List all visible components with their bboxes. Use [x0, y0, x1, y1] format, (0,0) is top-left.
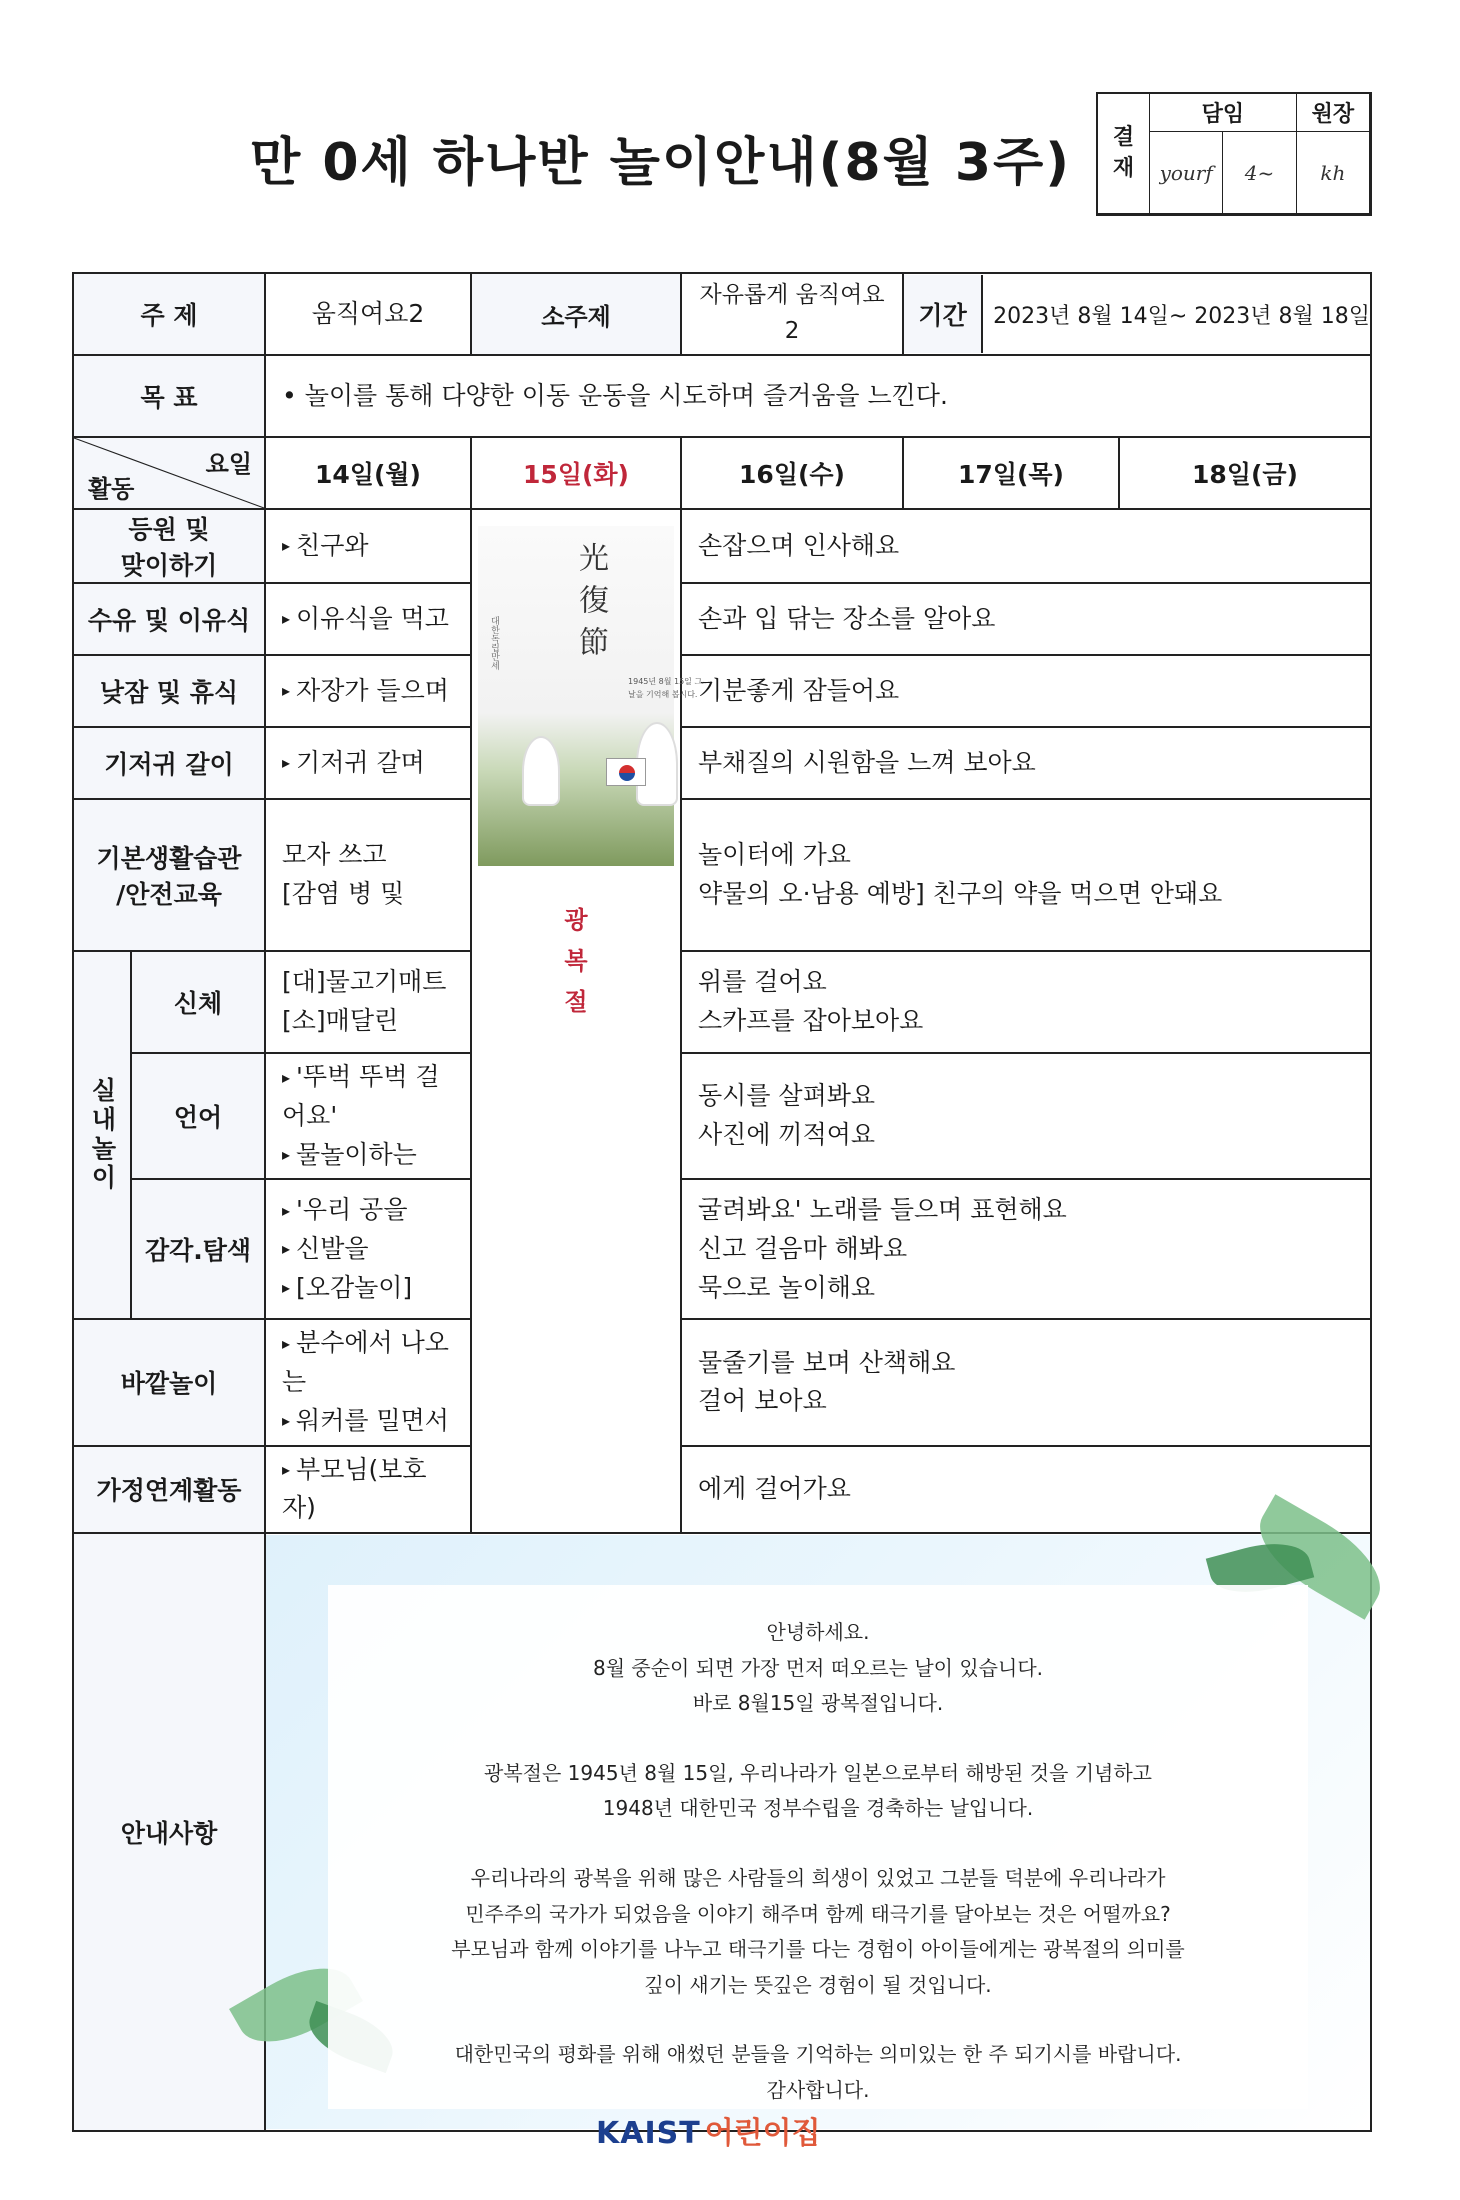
- approval-role-director: 원장: [1297, 94, 1370, 132]
- child-figure-1: [522, 736, 560, 806]
- row-nap: [73, 655, 1371, 727]
- cell-line: ▸ 부모님(보호자): [282, 1454, 427, 1523]
- holiday-name-char: 절: [564, 987, 588, 1016]
- notice-label: 안내사항: [73, 1533, 265, 2131]
- footer-logo: [596, 2108, 821, 2152]
- row-rest: [681, 1179, 1371, 1319]
- row-label: [73, 509, 265, 583]
- row-label: [73, 1319, 265, 1445]
- row-rest: [681, 509, 1371, 583]
- yoil-label: 요일: [205, 450, 253, 478]
- notice-gap: [306, 1827, 1330, 1861]
- cell-line: [대]물고기매트: [282, 967, 447, 997]
- cell-line: 사진에 끼적여요: [698, 1120, 876, 1150]
- row-col1: [265, 1446, 471, 1534]
- row-rest: [681, 1053, 1371, 1179]
- row-rest: [681, 951, 1371, 1053]
- row-col1: [265, 509, 471, 583]
- approval-box: [1096, 92, 1372, 216]
- holiday-name-char: 광: [564, 906, 588, 934]
- notice-gap: [306, 2003, 1330, 2037]
- signature-2: 4~: [1223, 132, 1296, 214]
- approval-label-text: 결 재: [1112, 124, 1135, 181]
- period-label: 기간: [904, 275, 983, 353]
- footer-name: 어린이집: [704, 2116, 821, 2151]
- notice-line: 민주주의 국가가 되었음을 이야기 해주며 함께 태극기를 달아보는 것은 어떨까요?: [465, 1901, 1171, 1926]
- row-sensory: [73, 1179, 1371, 1319]
- notice-card: [266, 1535, 1370, 2129]
- day-fri: 18일(금): [1119, 437, 1371, 509]
- notice-line: 안녕하세요.: [766, 1620, 870, 1644]
- holiday-name: [472, 900, 680, 1022]
- cell-line: ▸ 워커를 밀면서: [282, 1405, 449, 1435]
- bullet-icon: ▸: [282, 1067, 291, 1087]
- row-habits: [73, 799, 1371, 951]
- row-label-line: 낮잠 및 휴식: [99, 678, 239, 707]
- notice-line: 깊이 새기는 뜻깊은 경험이 될 것입니다.: [644, 1972, 992, 1997]
- day-tue: 15일(화): [471, 437, 681, 509]
- bullet-icon: ▸: [282, 753, 291, 773]
- cell-line: ▸ 자장가 들으며: [282, 675, 449, 705]
- cell-line: ▸ '우리 공을: [282, 1195, 408, 1225]
- row-notice: [73, 1533, 1371, 2131]
- row-col1: [265, 655, 471, 727]
- theme-label: 주 제: [73, 273, 265, 355]
- notice-line: 감사합니다.: [766, 2077, 870, 2102]
- row-label: [73, 799, 265, 951]
- poster-subtitle: 1945년 8월 15일 그 날을 기억해 봅시다.: [628, 677, 703, 699]
- cell-line: 에게 걸어가요: [698, 1473, 851, 1503]
- row-label-line: 등원 및: [128, 515, 210, 544]
- row-rest: [681, 1319, 1371, 1445]
- cell-line: 신고 걸음마 해봐요: [698, 1233, 908, 1263]
- bullet-icon: ▸: [282, 609, 291, 629]
- activity-label: 활동: [88, 475, 135, 503]
- holiday-column: [471, 509, 703, 1533]
- row-feeding: [73, 583, 1371, 655]
- notice-line: 1948년 대한민국 정부수립을 경축하는 날입니다.: [602, 1796, 1034, 1821]
- cell-line: 모자 쓰고: [282, 840, 387, 870]
- row-label: [131, 951, 265, 1053]
- row-home: [73, 1446, 1371, 1534]
- bullet-icon: ▸: [282, 1239, 291, 1259]
- cell-line: ▸ 이유식을 먹고: [282, 603, 449, 633]
- row-label-line: /안전교육: [116, 880, 222, 909]
- bullet-icon: ▸: [282, 1145, 291, 1165]
- bullet-icon: ▸: [282, 1278, 291, 1298]
- notice-line: 8월 중순이 되면 가장 먼저 떠오르는 날이 있습니다.: [593, 1655, 1043, 1680]
- taegukgi-flag-icon: [606, 758, 646, 786]
- goal-label: 목 표: [73, 355, 265, 437]
- holiday-poster-image: [478, 526, 703, 866]
- row-rest: [681, 727, 1371, 799]
- bullet-icon: ▸: [282, 1411, 291, 1431]
- cell-line: 손잡으며 인사해요: [698, 530, 900, 560]
- row-label-line: 언어: [173, 1103, 223, 1133]
- cell-line: 약물의 오·남용 예방] 친구의 약을 먹으면 안돼요: [698, 879, 1223, 908]
- cell-line: 손과 입 닦는 장소를 알아요: [698, 603, 996, 633]
- cell-line: 물줄기를 보며 산책해요: [698, 1347, 956, 1377]
- row-outdoor: [73, 1319, 1371, 1445]
- day-mon: 14일(월): [265, 437, 471, 509]
- signature-3: kh: [1297, 132, 1370, 214]
- cell-line: 부채질의 시원함을 느껴 보아요: [698, 747, 1036, 777]
- notice-line: 우리나라의 광복을 위해 많은 사람들의 희생이 있었고 그분들 덕분에 우리나라가: [470, 1865, 1166, 1890]
- row-label: [131, 1053, 265, 1179]
- notice-text: [306, 1615, 1330, 2109]
- row-label: [73, 1446, 265, 1534]
- subtheme-value: 자유롭게 움직여요2: [681, 273, 903, 355]
- cell-line: 걸어 보아요: [698, 1386, 827, 1416]
- theme-value: 움직여요2: [265, 273, 471, 355]
- cell-line: ▸ 물놀이하는: [282, 1139, 417, 1169]
- row-label-line: 수유 및 이유식: [87, 606, 251, 635]
- day-wed: 16일(수): [681, 437, 903, 509]
- footer-brand: KAIST: [596, 2116, 701, 2151]
- indoor-play-label: 실내놀이: [73, 951, 131, 1319]
- approval-role-teacher: 담임: [1150, 94, 1297, 132]
- row-label-line: 기본생활습관: [96, 844, 242, 873]
- row-diaper: [73, 727, 1371, 799]
- row-label-line: 맞이하기: [120, 551, 218, 580]
- period-group: [903, 273, 1371, 355]
- signature-1: yourf: [1150, 132, 1223, 214]
- bullet-icon: ▸: [282, 536, 291, 556]
- notice-line: 부모님과 함께 이야기를 나누고 태극기를 다는 경험이 아이들에게는 광복절의 의미를: [451, 1937, 1185, 1962]
- row-col1: [265, 1319, 471, 1445]
- cell-line: ▸ 친구와: [282, 530, 369, 560]
- bullet-icon: ▸: [282, 1333, 291, 1353]
- row-label: [131, 1179, 265, 1319]
- notice-gap: [306, 1722, 1330, 1756]
- row-col1: [265, 951, 471, 1053]
- holiday-name-char: 복: [564, 946, 588, 975]
- cell-line: 묵으로 놀이해요: [698, 1272, 876, 1302]
- row-label-line: 신체: [173, 989, 223, 1018]
- cell-line: 스카프를 잡아보아요: [698, 1006, 924, 1035]
- bullet-icon: ▸: [282, 1200, 291, 1220]
- row-col1: [265, 727, 471, 799]
- approval-label: [1098, 94, 1150, 214]
- cell-line: ▸ 신발을: [282, 1233, 369, 1263]
- cell-line: 놀이터에 가요: [698, 840, 851, 870]
- notice-line: 대한민국의 평화를 위해 애썼던 분들을 기억하는 의미있는 한 주 되기시를 바랍니다.: [454, 2042, 1182, 2067]
- bullet-icon: ▸: [282, 681, 291, 701]
- bullet-icon: ▸: [282, 1460, 291, 1480]
- row-label-line: 감각.탐색: [144, 1236, 252, 1266]
- row-col1: [265, 1053, 471, 1179]
- cell-line: ▸ 분수에서 나오는: [282, 1328, 449, 1396]
- cell-line: 기분좋게 잠들어요: [698, 675, 900, 705]
- page-title: 만 0세 하나반 놀이안내(8월 3주): [250, 133, 1072, 193]
- row-label: [73, 583, 265, 655]
- row-col1: [265, 583, 471, 655]
- day-thu: 17일(목): [903, 437, 1119, 509]
- row-rest: [681, 583, 1371, 655]
- notice-cell: [265, 1533, 1371, 2131]
- cell-line: ▸ '뚜벅 뚜벅 걸어요': [282, 1062, 440, 1130]
- cell-line: 위를 걸어요: [698, 967, 827, 997]
- poster-side-text: 대한독립만세: [489, 616, 500, 670]
- row-rest: [681, 655, 1371, 727]
- row-label: [73, 727, 265, 799]
- notice-line: 광복절은 1945년 8월 15일, 우리나라가 일본으로부터 해방된 것을 기념하고: [484, 1760, 1152, 1785]
- row-col1: [265, 799, 471, 951]
- row-arrival: [73, 509, 1371, 583]
- row-rest: [681, 799, 1371, 951]
- cell-line: ▸ [오감놀이]: [282, 1272, 413, 1302]
- cell-line: 동시를 살펴봐요: [698, 1081, 876, 1111]
- notice-line: 바로 8월15일 광복절입니다.: [692, 1691, 944, 1716]
- row-language: [73, 1053, 1371, 1179]
- day-activity-header: [73, 437, 265, 509]
- cell-line: 굴려봐요' 노래를 들으며 표현해요: [698, 1195, 1067, 1225]
- cell-line: [감염 병 및: [282, 879, 405, 908]
- weekly-plan-table: [72, 272, 1372, 2132]
- cell-line: [소]매달린: [282, 1006, 399, 1035]
- row-label: [73, 655, 265, 727]
- subtheme-label: 소주제: [471, 273, 681, 355]
- row-label-line: 기저귀 갈이: [104, 750, 234, 779]
- goal-value: • 놀이를 통해 다양한 이동 운동을 시도하며 즐거움을 느낀다.: [265, 355, 1371, 437]
- row-col1: [265, 1179, 471, 1319]
- row-label-line: 바깥놀이: [120, 1369, 218, 1399]
- row-physical: [73, 951, 1371, 1053]
- period-value: 2023년 8월 14일~ 2023년 8월 18일: [993, 303, 1371, 329]
- cell-line: ▸ 기저귀 갈며: [282, 747, 425, 777]
- row-label-line: 가정연계활동: [96, 1476, 242, 1506]
- poster-title: 光復節: [573, 542, 609, 668]
